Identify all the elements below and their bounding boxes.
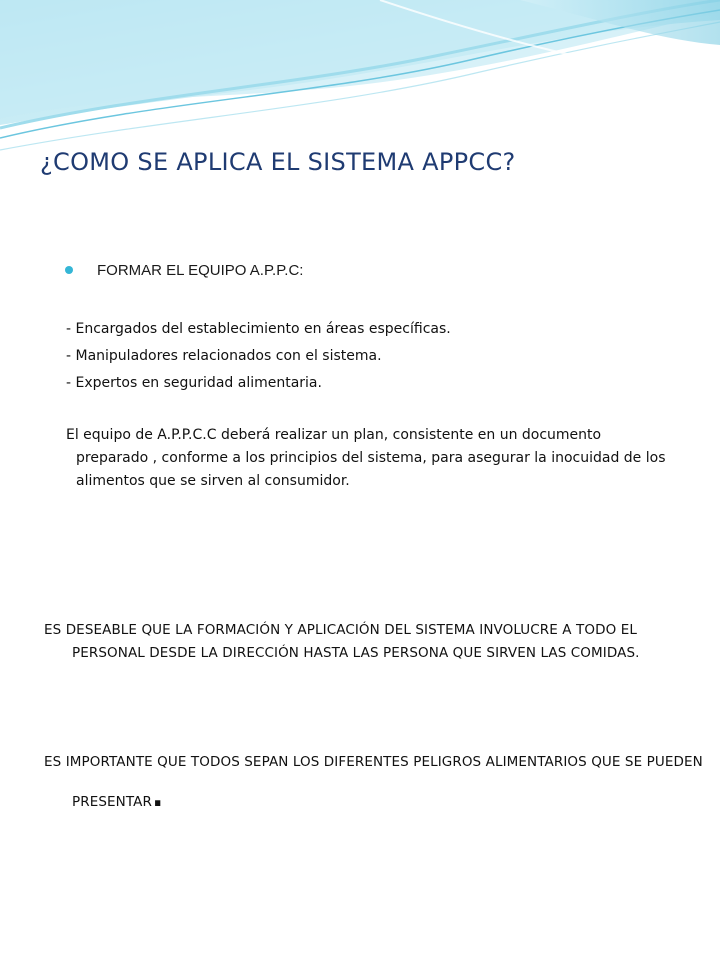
list-item: - Manipuladores relacionados con el sistema. (66, 348, 382, 364)
statement-peligros (44, 742, 712, 822)
statement-formacion: ES DESEABLE QUE LA FORMACIÓN Y APLICACIÓN DEL SISTEMA INVOLUCRE A TODO EL PERSONAL DESDE LA DIRECCIÓN HASTA LAS PERSONA QUE SIRVEN LAS COMIDAS. (44, 622, 640, 661)
team-member-list (66, 316, 451, 397)
statement-end-mark: . (151, 779, 164, 814)
list-item: - Encargados del establecimiento en áreas específicas. (66, 321, 451, 337)
bullet-text: FORMAR EL EQUIPO A.P.P.C: (97, 262, 304, 279)
statement-peligros-text: ES IMPORTANTE QUE TODOS SEPAN LOS DIFERENTES PELIGROS ALIMENTARIOS QUE SE PUEDEN PRESENTAR (44, 754, 703, 810)
page-title: ¿COMO SE APLICA EL SISTEMA APPCC? (40, 148, 516, 176)
plan-paragraph: El equipo de A.P.P.C.C deberá realizar un plan, consistente en un documento preparado , conforme a los principios del sistema, para asegurar la inocuidad de los alimentos que se sirven al consumidor. (66, 427, 666, 489)
header-wave-decoration (0, 0, 720, 160)
bullet-item-formar-equipo (65, 262, 303, 279)
bullet-dot-icon (65, 266, 73, 274)
list-item: - Expertos en seguridad alimentaria. (66, 375, 322, 391)
